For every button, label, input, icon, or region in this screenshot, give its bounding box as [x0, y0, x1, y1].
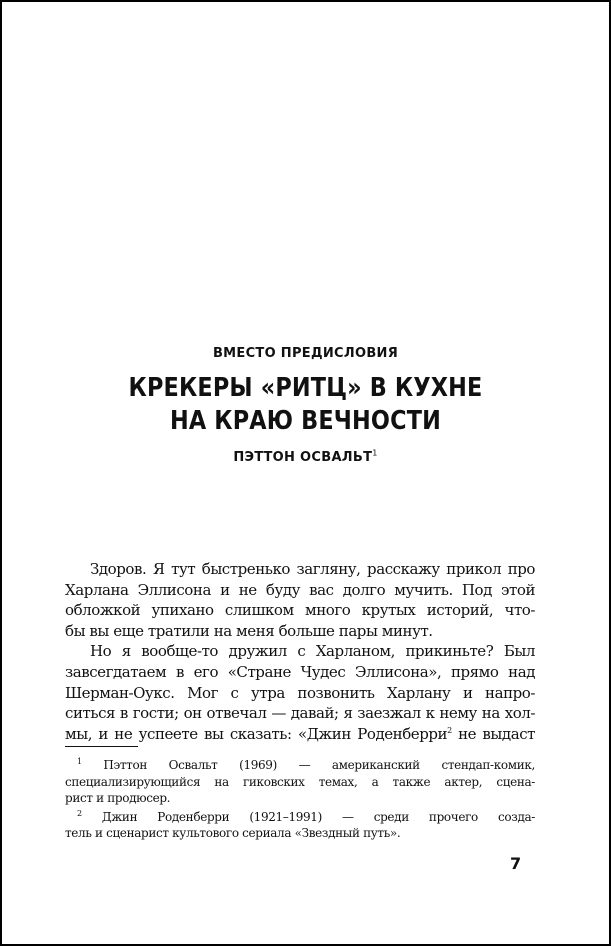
- footnote-2-line: тель и сценарист культового сериала «Звездный путь».: [65, 826, 401, 840]
- body-line: обложкой упихано слишком много крутых историй, что-: [65, 601, 535, 620]
- chapter-title-line-1: КРЕКЕРЫ «РИТЦ» В КУХНЕ: [128, 373, 483, 403]
- body-footnote-ref: 2: [447, 725, 452, 735]
- body-line: Харлана Эллисона и не буду вас долго мучить. Под этой: [65, 580, 535, 599]
- footnotes: [65, 757, 535, 842]
- body-line: ситься в гости; он отвечал — давай; я заезжал к нему на хол-: [65, 704, 535, 723]
- body-line-part: мы, и не успеете вы сказать: «Джин Роденберри: [65, 724, 448, 743]
- author-name: ПЭТТОН ОСВАЛЬТ: [233, 450, 373, 465]
- footnote-1-line: [65, 757, 535, 774]
- footnote-2-line: [65, 809, 535, 826]
- body-line: бы вы еще тратили на меня больше пары минут.: [65, 621, 433, 640]
- body-line-part: не выдаст: [451, 724, 535, 743]
- page-number: 7: [510, 854, 522, 873]
- chapter-title-line-2: НА КРАЮ ВЕЧНОСТИ: [169, 406, 442, 436]
- author-footnote-ref: 1: [372, 448, 378, 458]
- body-line: Шерман-Оукс. Мог с утра позвонить Харлану и напро-: [65, 683, 535, 702]
- footnote-1-number: 1: [77, 757, 82, 766]
- footnote-1-line: рист и продюсер.: [65, 791, 171, 805]
- body-line: Но я вообще-то дружил с Харланом, прикиньте? Был: [90, 642, 535, 661]
- chapter-title: [44, 372, 566, 438]
- section-kicker: ВМЕСТО ПРЕДИСЛОВИЯ: [212, 346, 399, 361]
- body-text: [65, 559, 535, 744]
- footnote-1-line: специализирующийся на гиковских темах, а также актер, сцена-: [65, 774, 535, 789]
- body-line: завсегдатаем в его «Стране Чудес Эллисона», прямо над: [65, 662, 535, 681]
- chapter-author: [2, 450, 609, 465]
- footnote-2-number: 2: [77, 808, 82, 818]
- body-line: Здоров. Я тут быстренько загляну, расскажу прикол про: [90, 560, 535, 578]
- footnote-1-text: Пэттон Освальт (1969) — американский стендап-комик,: [103, 758, 535, 772]
- footnote-2-text: Джин Роденберри (1921–1991) — среди прочего создa-: [101, 809, 535, 824]
- footnote-divider: [65, 746, 138, 747]
- body-line-with-footnote: [65, 724, 535, 745]
